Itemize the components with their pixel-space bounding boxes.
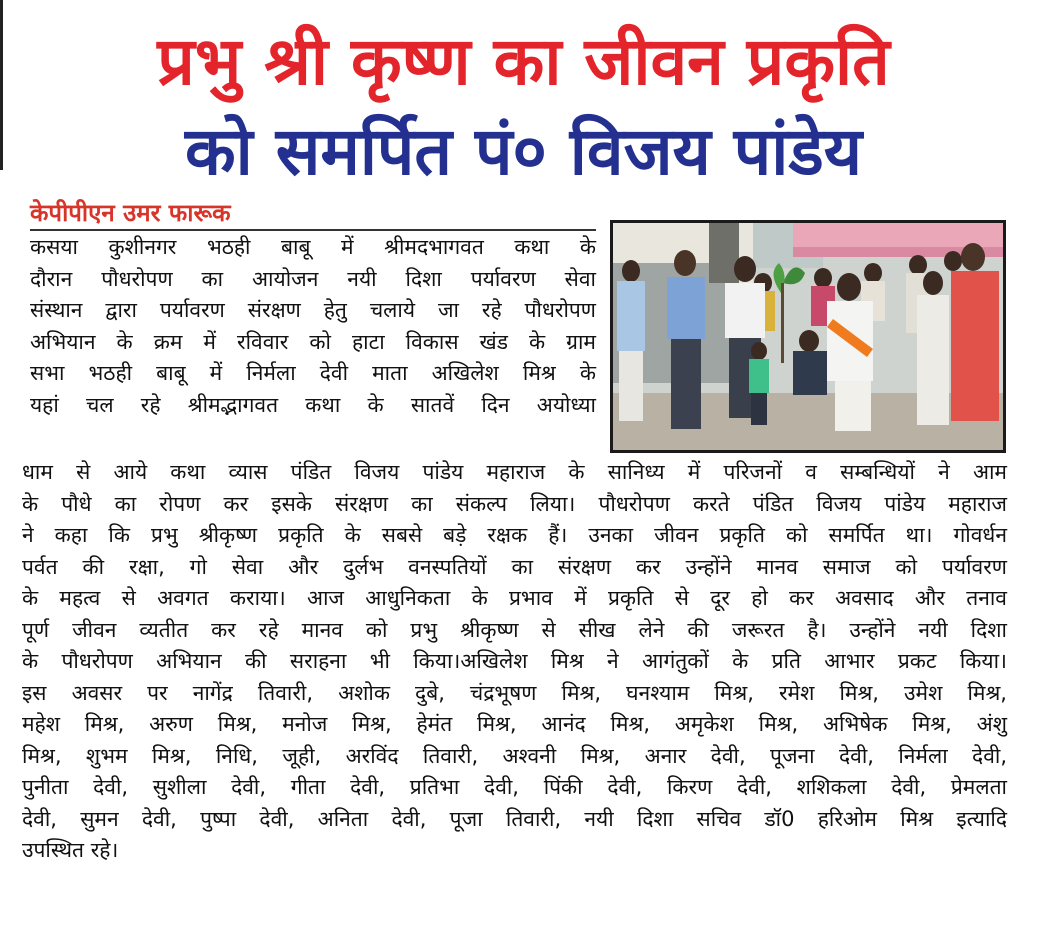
- tree-plantation-photo: [610, 220, 1006, 453]
- body-line: पर्वत की रक्षा, गो सेवा और दुर्लभ वनस्पतियों का संरक्षण कर उन्होंने मानव समाज को पर्यावरण: [22, 554, 1007, 579]
- body-line: महेश मिश्र, अरुण मिश्र, मनोज मिश्र, हेमंत मिश्र, आनंद मिश्र, अमृकेश मिश्र, अभिषेक मिश्र, अंशु: [22, 712, 1007, 736]
- headline-line-2: को समर्पित पं० विजय पांडेय: [184, 113, 862, 190]
- body-line: देवी, सुमन देवी, पुष्पा देवी, अनिता देवी, पूजा तिवारी, नयी दिशा सचिव डॉ0 हरिओम मिश्र इत्यादि: [22, 806, 1007, 831]
- body-line: संस्थान द्वारा पर्यावरण संरक्षण हेतु चलाये जा रहे पौधरोपण: [30, 298, 596, 322]
- body-line: अभियान के क्रम में रविवार को हाटा विकास खंड के ग्राम: [30, 329, 596, 354]
- headline-line-1: प्रभु श्री कृष्ण का जीवन प्रकृति: [157, 23, 890, 100]
- body-full-width: [22, 457, 1007, 867]
- body-line: दौरान पौधरोपण का आयोजन नयी दिशा पर्यावरण सेवा: [30, 266, 596, 291]
- body-line: कसया कुशीनगर भठही बाबू में श्रीमदभागवत कथा के: [30, 235, 596, 259]
- body-line: के पौधरोपण अभियान की सराहना भी किया।अखिलेश मिश्र ने आगंतुकों के प्रति आभार प्रकट किया।: [22, 649, 1007, 673]
- body-line: पूर्ण जीवन व्यतीत कर रहे मानव को प्रभु श्रीकृष्ण से सीख लेने की जरूरत है। उन्होंने नयी दिशा: [22, 617, 1007, 642]
- body-column-beside-photo: [30, 232, 596, 421]
- body-line: ने कहा कि प्रभु श्रीकृष्ण प्रकृति के सबसे बड़े रक्षक हैं। उनका जीवन प्रकृति को समर्पित था। गोवर्धन: [22, 523, 1007, 547]
- body-line: सभा भठही बाबू में निर्मला देवी माता अखिलेश मिश्र के: [30, 361, 596, 385]
- body-line: मिश्र, शुभम मिश्र, निधि, जूही, अरविंद तिवारी, अश्वनी मिश्र, अनार देवी, पूजना देवी, निर्मला देवी,: [22, 743, 1007, 768]
- byline-rule: [30, 229, 596, 231]
- body-line: इस अवसर पर नागेंद्र तिवारी, अशोक दुबे, चंद्रभूषण मिश्र, घनश्याम मिश्र, रमेश मिश्र, उमेश मिश्र,: [22, 680, 1007, 705]
- body-line: यहां चल रहे श्रीमद्भागवत कथा के सातवें दिन अयोध्या: [30, 392, 596, 417]
- body-line: के पौधे का रोपण कर इसके संरक्षण का संकल्प लिया। पौधरोपण करते पंडित विजय पांडेय महाराज: [22, 491, 1007, 516]
- body-line: धाम से आये कथा व्यास पंडित विजय पांडेय महाराज के सानिध्य में परिजनों व सम्बन्धियों ने आम: [22, 460, 1007, 484]
- byline: केपीपीएन उमर फारूक: [30, 199, 231, 227]
- body-line: के महत्व से अवगत कराया। आज आधुनिकता के प्रभाव में प्रकृति से दूर हो कर अवसाद और तनाव: [22, 586, 1007, 610]
- photo-illustration: [613, 223, 1003, 450]
- body-line-last: उपस्थित रहे।: [22, 838, 119, 862]
- body-line: पुनीता देवी, सुशीला देवी, गीता देवी, प्रतिभा देवी, पिंकी देवी, किरण देवी, शशिकला देवी, प्रेमलता: [22, 775, 1007, 799]
